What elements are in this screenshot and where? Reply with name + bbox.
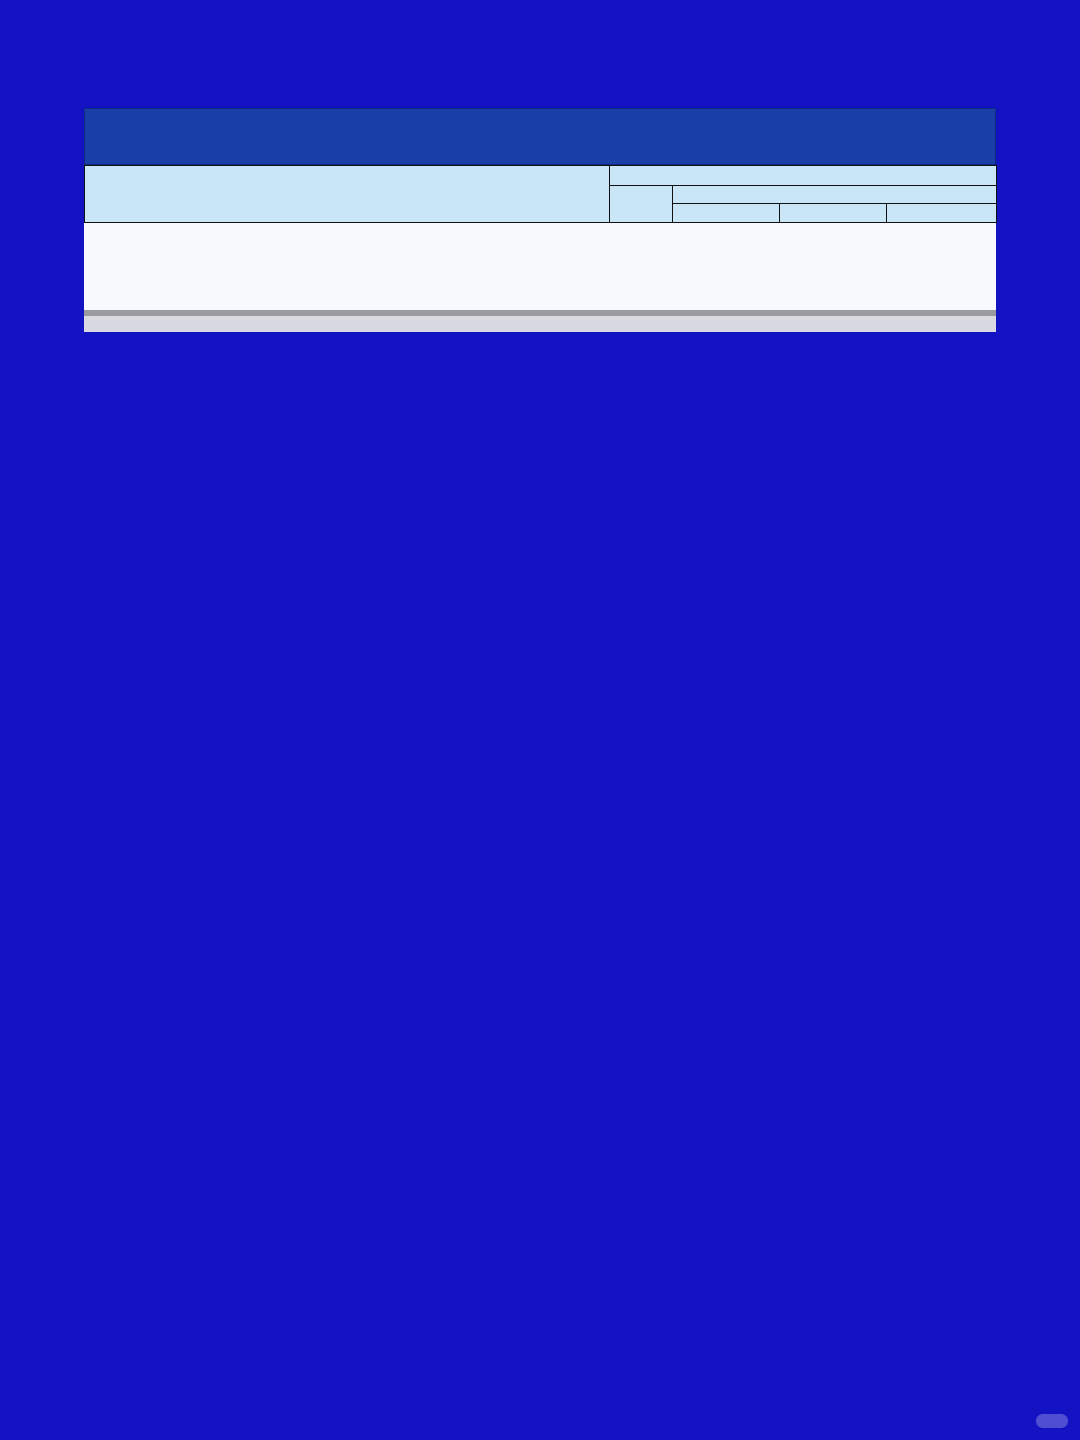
- visa-subclass-header: [85, 166, 610, 223]
- visa-statistics-sheet: [84, 108, 996, 332]
- continued-spacer: [84, 316, 996, 332]
- year-2024-header: [780, 204, 887, 223]
- watermark-logo: [1036, 1414, 1068, 1428]
- visa-table-top: [84, 165, 997, 223]
- table-title: [84, 108, 996, 165]
- lodgement-years-header: [673, 186, 997, 204]
- lodged-month-header: [610, 186, 673, 223]
- year-2023-header: [673, 204, 780, 223]
- as-at-header: [610, 166, 997, 186]
- year-2025-header: [887, 204, 997, 223]
- page-break-gap: [84, 223, 996, 316]
